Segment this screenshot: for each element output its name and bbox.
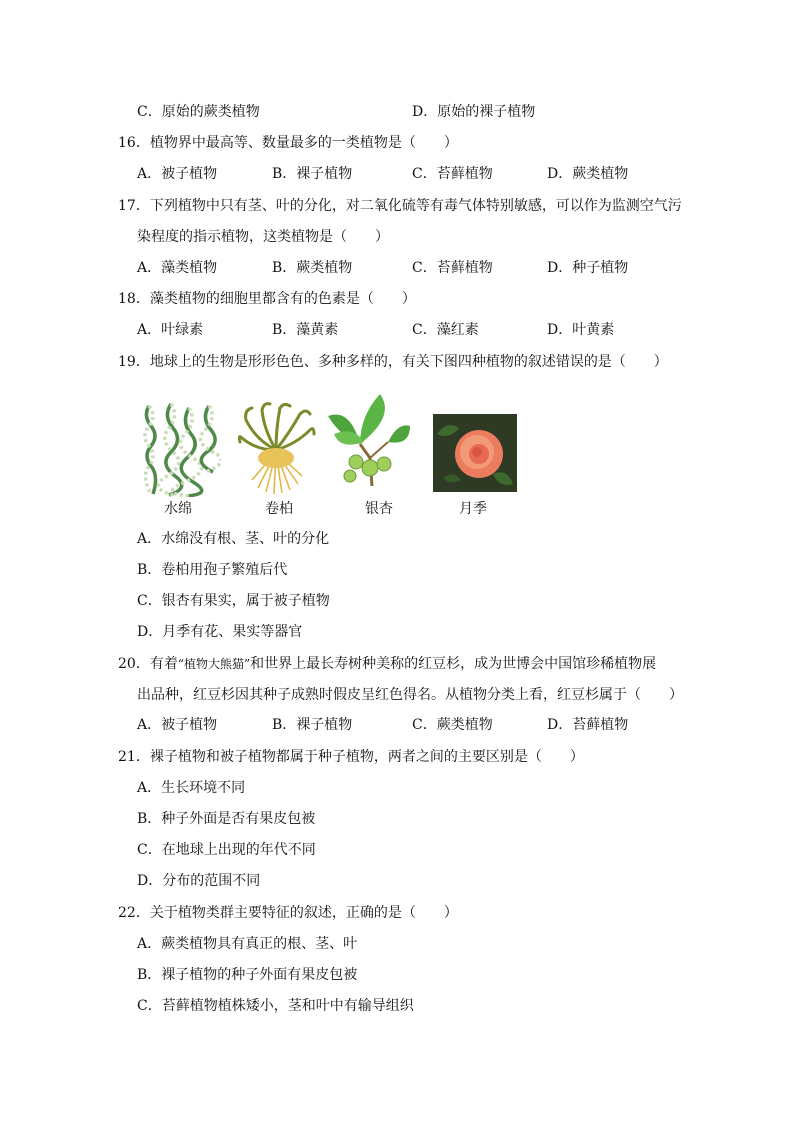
q18-option-a: A．叶绿素 [137, 322, 204, 338]
q16-option-d: D．蕨类植物 [547, 166, 629, 182]
q17-stem-line2: 染程度的指示植物，这类植物是（ ） [137, 229, 389, 245]
q17-option-b: B．蕨类植物 [272, 260, 353, 276]
q19-option-b: B．卷柏用孢子繁殖后代 [137, 562, 288, 578]
q21-option-d: D．分布的范围不同 [137, 873, 261, 889]
q15-option-d: D．原始的裸子植物 [412, 104, 536, 120]
q15-option-c: C．原始的蕨类植物 [137, 104, 260, 120]
q20-stem-suffix: 和世界上最长寿树种美称的红豆杉，成为世博会中国馆珍稀植物展 [250, 656, 657, 672]
q22-stem: 22．关于植物类群主要特征的叙述，正确的是（ ） [118, 905, 458, 921]
ginkgo-image [320, 386, 412, 494]
rose-label: 月季 [459, 501, 487, 517]
q20-option-c: C．蕨类植物 [412, 717, 493, 733]
q20-option-b: B．裸子植物 [272, 717, 353, 733]
q20-stem-prefix: 20．有着 [118, 656, 178, 672]
q20-option-a: A．被子植物 [137, 717, 218, 733]
ginkgo-label: 银杏 [365, 501, 393, 517]
q21-option-b: B．种子外面是否有果皮包被 [137, 811, 316, 827]
q18-option-b: B．藻黄素 [272, 322, 339, 338]
q19-stem: 19．地球上的生物是形形色色、多种多样的，有关下图四种植物的叙述错误的是（ ） [118, 354, 668, 370]
q22-option-a: A．蕨类植物具有真正的根、茎、叶 [137, 936, 358, 952]
q20-stem-line1 [118, 655, 656, 673]
q18-option-d: D．叶黄素 [547, 322, 615, 338]
q21-stem: 21．裸子植物和被子植物都属于种子植物，两者之间的主要区别是（ ） [118, 749, 584, 765]
q22-option-b: B．裸子植物的种子外面有果皮包被 [137, 967, 358, 983]
q17-option-a: A．藻类植物 [137, 260, 218, 276]
q18-option-c: C．藻红素 [412, 322, 479, 338]
q21-option-c: C．在地球上出现的年代不同 [137, 842, 316, 858]
q16-option-c: C．苔藓植物 [412, 166, 493, 182]
q16-option-b: B．裸子植物 [272, 166, 353, 182]
spirogyra-image [141, 402, 221, 497]
q19-option-d: D．月季有花、果实等器官 [137, 624, 303, 640]
rose-image [433, 414, 517, 492]
q20-stem-quote: “植物大熊猫” [177, 657, 251, 671]
q19-option-a: A．水绵没有根、茎、叶的分化 [137, 531, 330, 547]
selaginella-label: 卷柏 [265, 501, 293, 517]
q17-option-c: C．苔藓植物 [412, 260, 493, 276]
q16-option-a: A．被子植物 [137, 166, 218, 182]
q20-stem-line2: 出品种，红豆杉因其种子成熟时假皮呈红色得名。从植物分类上看，红豆杉属于（ ） [137, 687, 683, 703]
q18-stem: 18．藻类植物的细胞里都含有的色素是（ ） [118, 291, 416, 307]
q21-option-a: A．生长环境不同 [137, 780, 246, 796]
q19-option-c: C．银杏有果实，属于被子植物 [137, 593, 330, 609]
selaginella-image [236, 400, 316, 495]
q22-option-c: C．苔藓植物植株矮小，茎和叶中有输导组织 [137, 998, 414, 1014]
q17-stem-line1: 17．下列植物中只有茎、叶的分化，对二氧化硫等有毒气体特别敏感，可以作为监测空气污 [118, 198, 682, 214]
q20-option-d: D．苔藓植物 [547, 717, 629, 733]
spirogyra-label: 水绵 [164, 501, 192, 517]
q17-option-d: D．种子植物 [547, 260, 629, 276]
q16-stem: 16．植物界中最高等、数量最多的一类植物是（ ） [118, 135, 458, 151]
